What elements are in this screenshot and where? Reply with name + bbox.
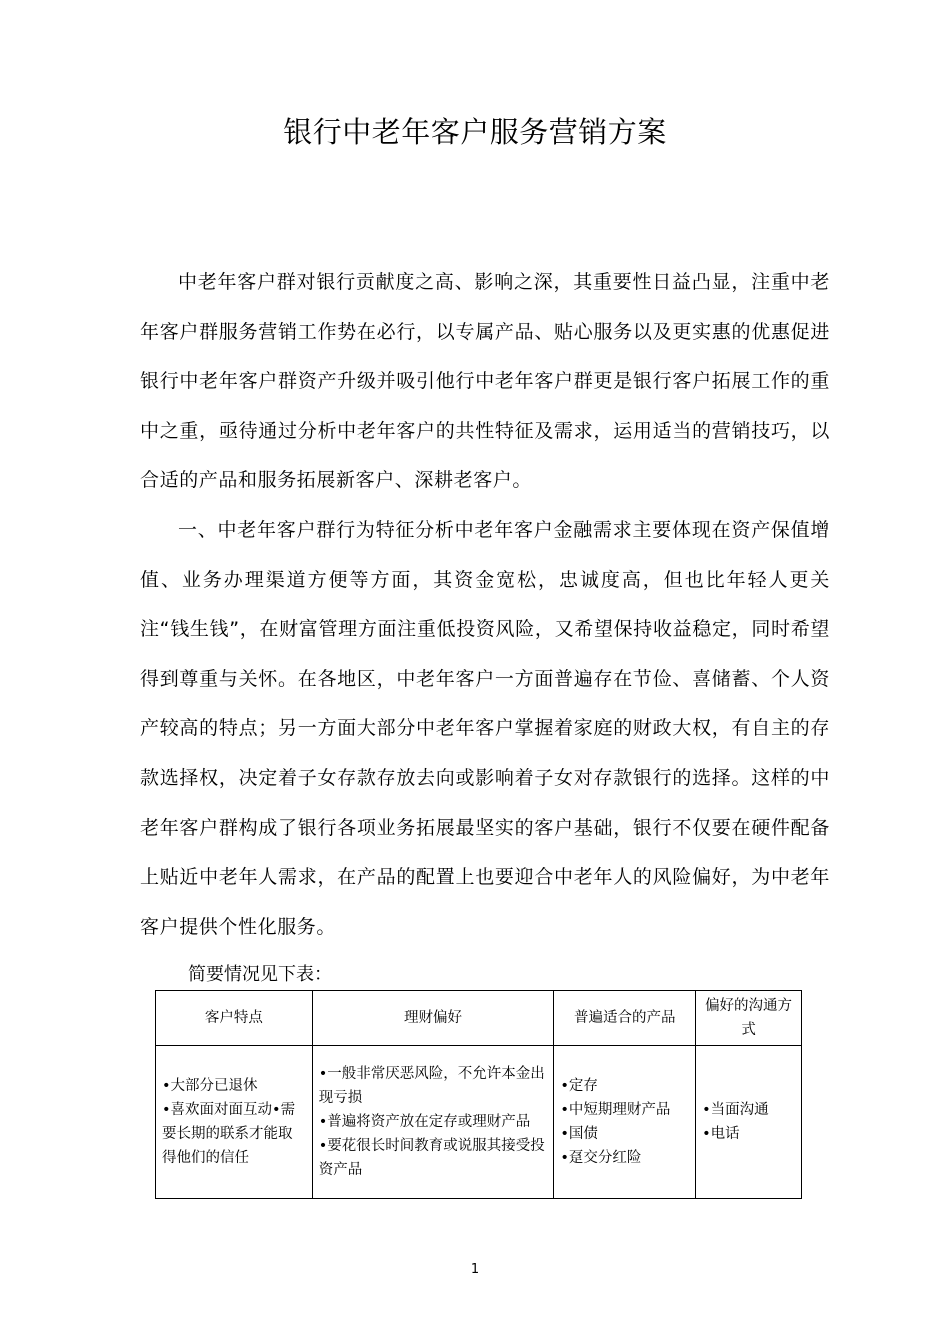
cell-communication-channels — [696, 1046, 802, 1199]
cell-investment-preferences — [312, 1046, 554, 1199]
page-number: 1 — [470, 1262, 480, 1277]
document-title: 银行中老年客户服务营销方案 — [283, 115, 667, 149]
preference-item: •要花很长时间教育或说服其接受投资产品 — [318, 1138, 545, 1178]
feature-item: •大部分已退休 — [162, 1078, 258, 1094]
document-body — [140, 258, 830, 952]
product-item: •中短期理财产品 — [560, 1102, 671, 1118]
cell-suitable-products — [554, 1046, 696, 1199]
channel-item: •当面沟通 — [702, 1102, 769, 1118]
summary-table — [155, 990, 802, 1199]
header-communication-channels: 偏好的沟通方式 — [696, 991, 802, 1046]
preference-item: •一般非常厌恶风险，不允许本金出现亏损 — [318, 1066, 545, 1106]
product-item: •定存 — [560, 1078, 598, 1094]
feature-item: •喜欢面对面互动•需要长期的联系才能取得他们的信任 — [162, 1102, 296, 1166]
channel-item: •电话 — [702, 1126, 740, 1142]
header-suitable-products: 普遍适合的产品 — [554, 991, 696, 1046]
product-item: •国债 — [560, 1126, 598, 1142]
intro-paragraph: 中老年客户群对银行贡献度之高、影响之深，其重要性日益凸显，注重中老年客户群服务营销工作势在必行，以专属产品、贴心服务以及更实惠的优惠促进银行中老年客户群资产升级并吸引他行中老年客户群更是银行客户拓展工作的重中之重，亟待通过分析中老年客户的共性特征及需求，运用适当的营销技巧，以合适的产品和服务拓展新客户、深耕老客户。 — [140, 271, 830, 492]
preference-item: •普遍将资产放在定存或理财产品 — [318, 1114, 531, 1130]
header-investment-preferences: 理财偏好 — [312, 991, 554, 1046]
product-item: •趸交分红险 — [560, 1150, 642, 1166]
table-header-row — [156, 991, 802, 1046]
behavior-analysis-paragraph: 一、中老年客户群行为特征分析中老年客户金融需求主要体现在资产保值增值、业务办理渠道方便等方面，其资金宽松，忠诚度高，但也比年轻人更关注“钱生钱”，在财富管理方面注重低投资风险，又希望保持收益稳定，同时希望得到尊重与关怀。在各地区，中老年客户一方面普遍存在节俭、喜储蓄、个人资产较高的特点；另一方面大部分中老年客户掌握着家庭的财政大权，有自主的存款选择权，决定着子女存款存放去向或影响着子女对存款银行的选择。这样的中老年客户群构成了银行各项业务拓展最坚实的客户基础，银行不仅要在硬件配备上贴近中老年人需求，在产品的配置上也要迎合中老年人的风险偏好，为中老年客户提供个性化服务。 — [140, 518, 830, 938]
header-customer-features: 客户特点 — [156, 991, 313, 1046]
table-row — [156, 1046, 802, 1199]
cell-customer-features — [156, 1046, 313, 1199]
table-intro: 简要情况见下表： — [188, 964, 332, 985]
